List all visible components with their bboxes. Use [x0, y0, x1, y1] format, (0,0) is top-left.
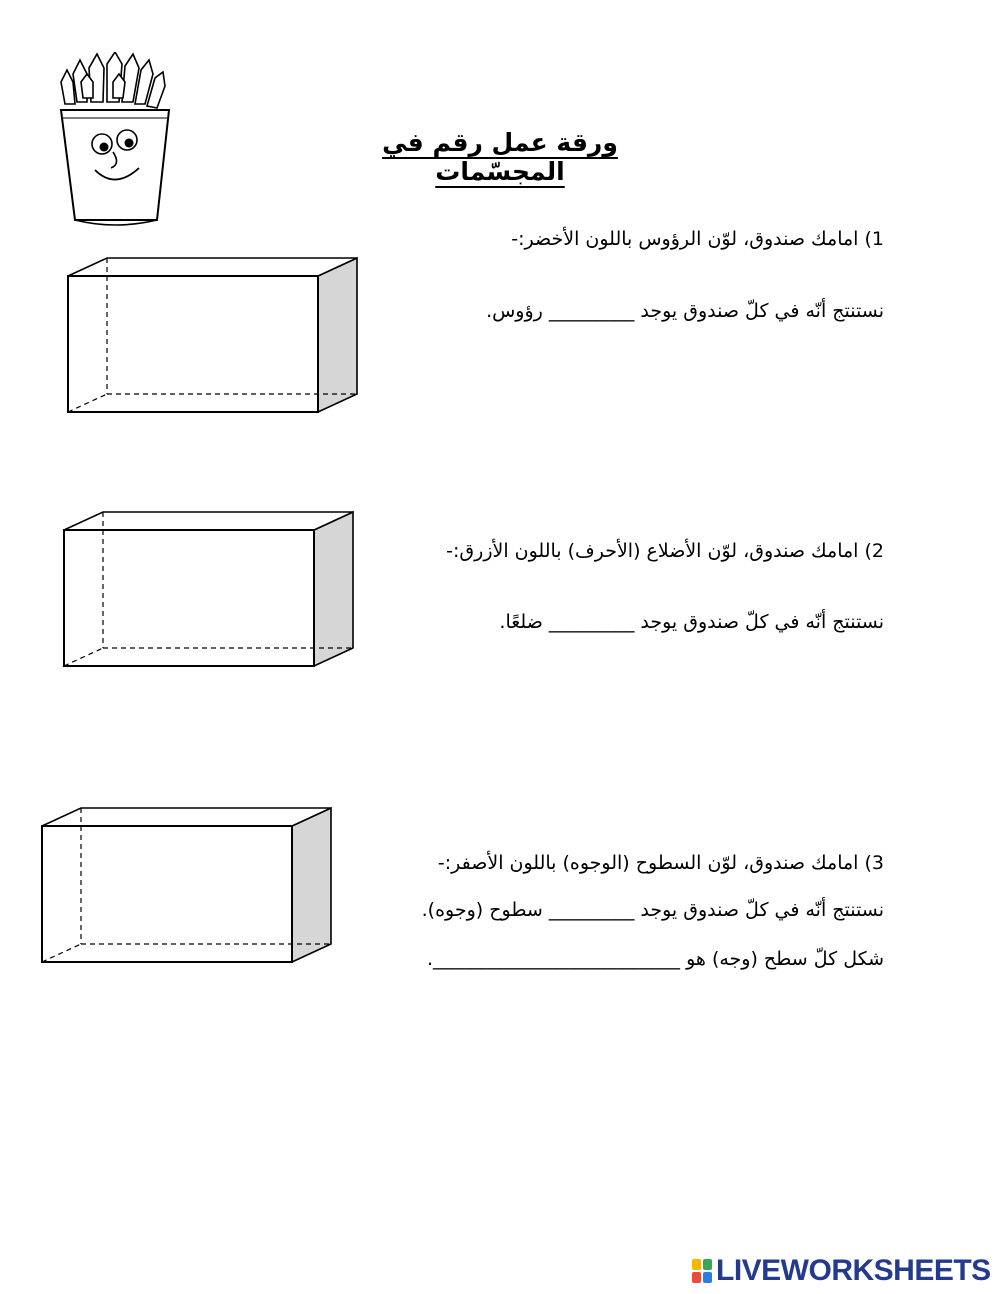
- logo-tile-3: [692, 1272, 701, 1283]
- question-2-instruction: 2) امامك صندوق، لوّن الأضلاع (الأحرف) باللون الأزرق:-: [446, 540, 884, 562]
- box-3-prism-icon: [36, 804, 336, 969]
- pencil-cup-mascot-icon: [55, 52, 175, 230]
- logo-tile-2: [703, 1259, 712, 1270]
- logo-tile-1: [692, 1259, 701, 1270]
- logo-tile-4: [703, 1272, 712, 1283]
- box-1-prism-icon: [62, 254, 362, 419]
- box-2-prism-icon: [58, 508, 358, 673]
- worksheet-title: ورقة عمل رقم في المجسّمات: [382, 128, 618, 186]
- liveworksheets-logo-icon: [692, 1259, 712, 1283]
- liveworksheets-brand[interactable]: [692, 1254, 991, 1288]
- question-1-instruction: 1) امامك صندوق، لوّن الرؤوس باللون الأخضر:-: [511, 228, 884, 250]
- question-3-conclusion[interactable]: نستنتج أنّه في كلّ صندوق يوجد _________ سطوح (وجوه).: [421, 899, 884, 921]
- question-2-conclusion[interactable]: نستنتج أنّه في كلّ صندوق يوجد _________ ضلعًا.: [499, 611, 884, 633]
- question-1-conclusion[interactable]: نستنتج أنّه في كلّ صندوق يوجد _________ رؤوس.: [486, 300, 884, 322]
- question-3-shape-answer[interactable]: شكل كلّ سطح (وجه) هو __________________________.: [426, 948, 884, 970]
- brand-name: LIVEWORKSHEETS: [716, 1254, 991, 1287]
- question-3-instruction: 3) امامك صندوق، لوّن السطوح (الوجوه) باللون الأصفر:-: [437, 852, 884, 874]
